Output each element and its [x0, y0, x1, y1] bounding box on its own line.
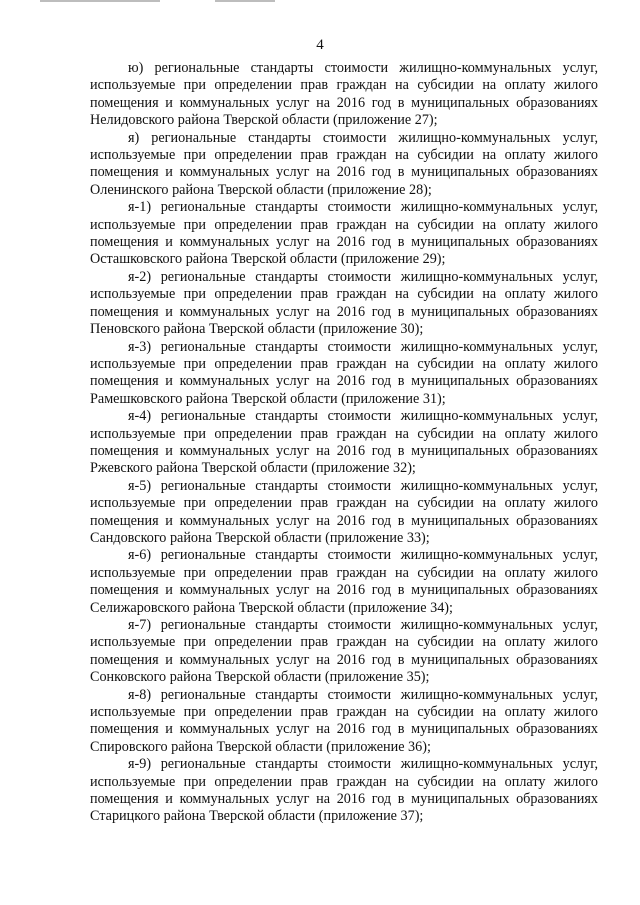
- document-body: [90, 60, 598, 826]
- scan-artifact: [215, 0, 275, 2]
- list-item-ya-1: я-1) региональные стандарты стоимости жилищно-коммунальных услуг, используемые при определении прав граждан на субсидии на оплату жилого помещения и коммунальных услуг на 2016 год в муниципальных образованиях Осташковского района Тверской области (приложение 29);: [90, 199, 598, 268]
- page-number: 4: [316, 37, 324, 53]
- list-item-ya-3: я-3) региональные стандарты стоимости жилищно-коммунальных услуг, используемые при определении прав граждан на субсидии на оплату жилого помещения и коммунальных услуг на 2016 год в муниципальных образованиях Рамешковского района Тверской области (приложение 31);: [90, 338, 598, 407]
- list-item-ya: я) региональные стандарты стоимости жилищно-коммунальных услуг, используемые при определении прав граждан на субсидии на оплату жилого помещения и коммунальных услуг на 2016 год в муниципальных образованиях Оленинского района Тверской области (приложение 28);: [90, 129, 598, 198]
- list-item-ya-5: я-5) региональные стандарты стоимости жилищно-коммунальных услуг, используемые при определении прав граждан на субсидии на оплату жилого помещения и коммунальных услуг на 2016 год в муниципальных образованиях Сандовского района Тверской области (приложение 33);: [90, 477, 598, 546]
- scan-artifact: [40, 0, 160, 2]
- list-item-ya-4: я-4) региональные стандарты стоимости жилищно-коммунальных услуг, используемые при определении прав граждан на субсидии на оплату жилого помещения и коммунальных услуг на 2016 год в муниципальных образованиях Ржевского района Тверской области (приложение 32);: [90, 408, 598, 477]
- list-item-yu: ю) региональные стандарты стоимости жилищно-коммунальных услуг, используемые при определении прав граждан на субсидии на оплату жилого помещения и коммунальных услуг на 2016 год в муниципальных образованиях Нелидовского района Тверской области (приложение 27);: [90, 60, 598, 129]
- list-item-ya-8: я-8) региональные стандарты стоимости жилищно-коммунальных услуг, используемые при определении прав граждан на субсидии на оплату жилого помещения и коммунальных услуг на 2016 год в муниципальных образованиях Спировского района Тверской области (приложение 36);: [90, 686, 598, 755]
- list-item-ya-2: я-2) региональные стандарты стоимости жилищно-коммунальных услуг, используемые при определении прав граждан на субсидии на оплату жилого помещения и коммунальных услуг на 2016 год в муниципальных образованиях Пеновского района Тверской области (приложение 30);: [90, 268, 598, 338]
- list-item-ya-6: я-6) региональные стандарты стоимости жилищно-коммунальных услуг, используемые при определении прав граждан на субсидии на оплату жилого помещения и коммунальных услуг на 2016 год в муниципальных образованиях Селижаровского района Тверской области (приложение 34);: [90, 547, 598, 616]
- list-item-ya-9: я-9) региональные стандарты стоимости жилищно-коммунальных услуг, используемые при определении прав граждан на субсидии на оплату жилого помещения и коммунальных услуг на 2016 год в муниципальных образованиях Старицкого района Тверской области (приложение 37);: [90, 756, 598, 825]
- list-item-ya-7: я-7) региональные стандарты стоимости жилищно-коммунальных услуг, используемые при определении прав граждан на субсидии на оплату жилого помещения и коммунальных услуг на 2016 год в муниципальных образованиях Сонковского района Тверской области (приложение 35);: [90, 617, 598, 686]
